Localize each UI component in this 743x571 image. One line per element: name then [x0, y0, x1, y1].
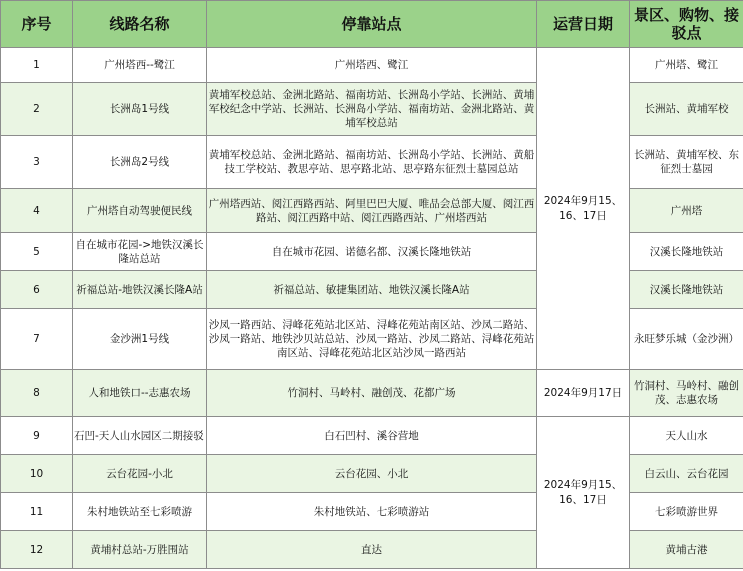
row-spots: 汉溪长隆地铁站	[630, 233, 743, 271]
table-row	[1, 370, 743, 417]
row-route: 朱村地铁站至七彩喷游	[73, 493, 207, 531]
row-spots: 长洲站、黄埔军校	[630, 83, 743, 136]
row-route: 广州塔西--鹭江	[73, 48, 207, 83]
table-row	[1, 271, 743, 309]
row-stops: 白石凹村、溪谷营地	[207, 417, 537, 455]
row-spots: 天人山水	[630, 417, 743, 455]
row-stops: 广州塔西、鹭江	[207, 48, 537, 83]
row-route: 黄埔村总站-万胜围站	[73, 531, 207, 569]
operating-dates-group1: 2024年9月15、16、17日	[537, 48, 630, 370]
header-spots: 景区、购物、接驳点	[630, 1, 743, 48]
row-stops: 直达	[207, 531, 537, 569]
row-seq: 7	[1, 309, 73, 370]
table-row	[1, 309, 743, 370]
row-stops: 祈福总站、敏捷集团站、地铁汉溪长隆A站	[207, 271, 537, 309]
row-route: 长洲岛1号线	[73, 83, 207, 136]
table-row	[1, 455, 743, 493]
row-route: 人和地铁口--志惠农场	[73, 370, 207, 417]
row-seq: 5	[1, 233, 73, 271]
row-spots: 竹洞村、马岭村、融创茂、志惠农场	[630, 370, 743, 417]
table-row	[1, 531, 743, 569]
row-stops: 朱村地铁站、七彩喷游站	[207, 493, 537, 531]
row-seq: 4	[1, 189, 73, 233]
row-stops: 自在城市花园、诺德名都、汉溪长隆地铁站	[207, 233, 537, 271]
row-seq: 12	[1, 531, 73, 569]
header-stops: 停靠站点	[207, 1, 537, 48]
row-route: 广州塔自动驾驶便民线	[73, 189, 207, 233]
row-stops: 广州塔西站、阅江西路西站、阿里巴巴大厦、唯品会总部大厦、阅江西路站、阅江西路中站、阅江西路西站、广州塔西站	[207, 189, 537, 233]
row-route: 石凹-天人山水园区二期接驳	[73, 417, 207, 455]
row-stops: 沙凤一路西站、浔峰花苑站北区站、浔峰花苑站南区站、沙凤二路站、沙凤一路站、地铁沙贝站总站、沙凤一路站、沙凤二路站、浔峰花苑站南区站、浔峰花苑站北区站沙凤一路西站	[207, 309, 537, 370]
row-spots: 广州塔、鹭江	[630, 48, 743, 83]
row-stops: 黄埔军校总站、金洲北路站、福南坊站、长洲岛小学站、长洲站、黄埔军校纪念中学站、长洲站、长洲岛小学站、福南坊站、金洲北路站、黄埔军校总站	[207, 83, 537, 136]
row-spots: 长洲站、黄埔军校、东征烈士墓园	[630, 136, 743, 189]
row-spots: 广州塔	[630, 189, 743, 233]
row-route: 自在城市花园->地铁汉溪长隆站总站	[73, 233, 207, 271]
table-row	[1, 493, 743, 531]
header-dates: 运营日期	[537, 1, 630, 48]
table-row	[1, 136, 743, 189]
row-seq: 9	[1, 417, 73, 455]
row-route: 祈福总站-地铁汉溪长隆A站	[73, 271, 207, 309]
table-row	[1, 83, 743, 136]
row-seq: 2	[1, 83, 73, 136]
row-spots: 黄埔古港	[630, 531, 743, 569]
row-spots: 汉溪长隆地铁站	[630, 271, 743, 309]
row-seq: 6	[1, 271, 73, 309]
row-seq: 10	[1, 455, 73, 493]
table-row	[1, 417, 743, 455]
table-row	[1, 48, 743, 83]
row-spots: 永旺梦乐城（金沙洲）	[630, 309, 743, 370]
row-stops: 竹洞村、马岭村、融创茂、花都广场	[207, 370, 537, 417]
header-row	[1, 1, 743, 48]
table-row	[1, 189, 743, 233]
row-route: 云台花园-小北	[73, 455, 207, 493]
row-stops: 黄埔军校总站、金洲北路站、福南坊站、长洲岛小学站、长洲站、黄船技工学校站、教思亭站、思亭路北站、思亭路东征烈士墓园总站	[207, 136, 537, 189]
operating-dates-group3: 2024年9月15、16、17日	[537, 417, 630, 569]
row-stops: 云台花园、小北	[207, 455, 537, 493]
header-seq: 序号	[1, 1, 73, 48]
table-row	[1, 233, 743, 271]
row-spots: 白云山、云台花园	[630, 455, 743, 493]
row-seq: 3	[1, 136, 73, 189]
row-spots: 七彩喷游世界	[630, 493, 743, 531]
row-seq: 1	[1, 48, 73, 83]
row-seq: 11	[1, 493, 73, 531]
row-route: 长洲岛2号线	[73, 136, 207, 189]
operating-dates-group2: 2024年9月17日	[537, 370, 630, 417]
header-route: 线路名称	[73, 1, 207, 48]
row-seq: 8	[1, 370, 73, 417]
row-route: 金沙洲1号线	[73, 309, 207, 370]
